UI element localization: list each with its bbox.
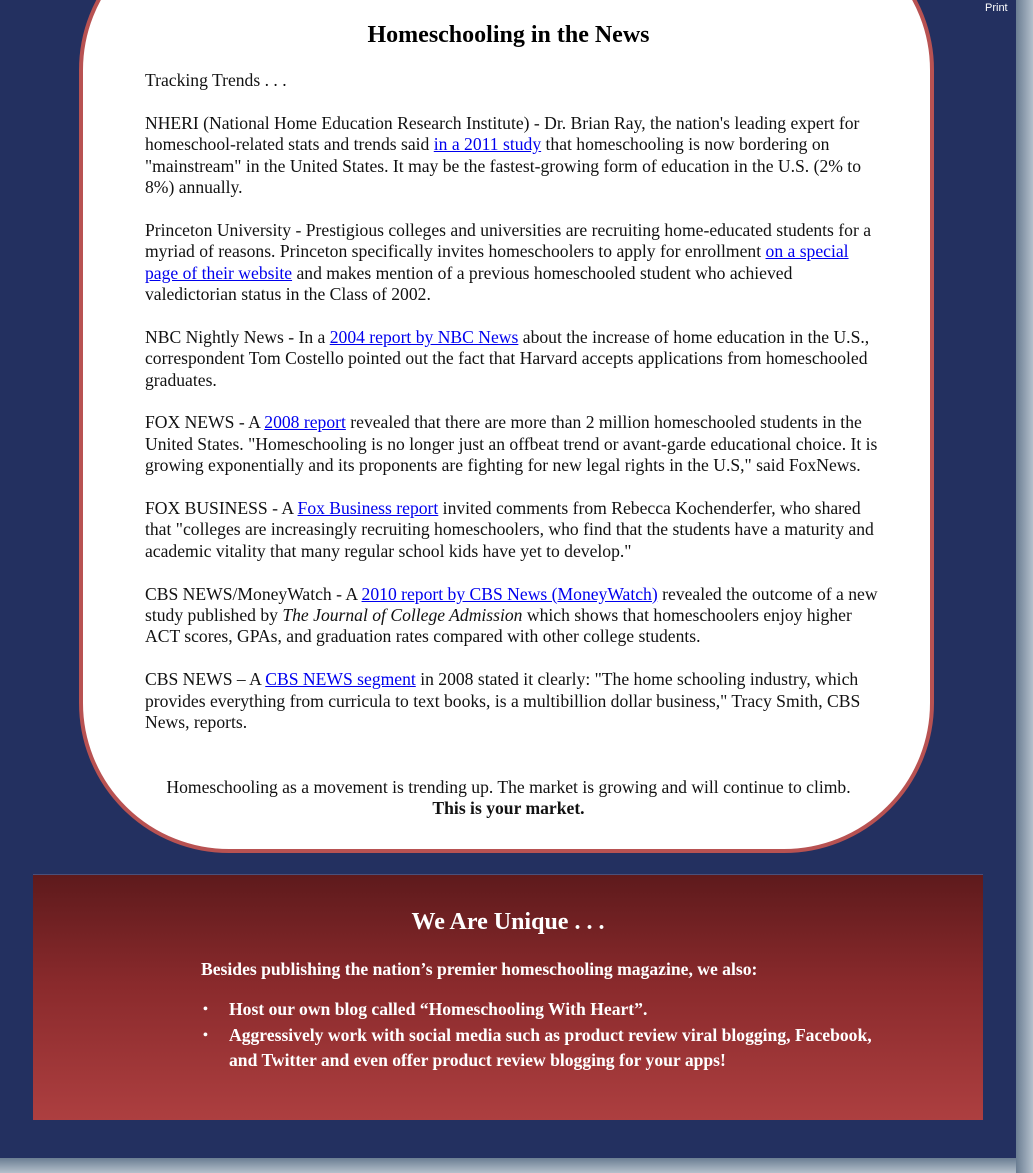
news-item-text: revealed that there are more than 2 million homeschooled students in the United States. "Homeschooling is no longer just an offbeat trend or avant-garde educational choice. It is growing exponentially and its proponents are fighting for new legal rights in the U.S," said FoxNews. bbox=[145, 412, 878, 476]
news-item-princeton bbox=[145, 220, 880, 306]
news-link-nheri-study[interactable]: in a 2011 study bbox=[433, 134, 542, 155]
news-item-text: CBS NEWS/MoneyWatch - A bbox=[145, 583, 362, 604]
unique-title: We Are Unique . . . bbox=[411, 909, 605, 935]
bullet-icon: • bbox=[203, 1028, 208, 1043]
news-item-text: FOX NEWS - A bbox=[145, 412, 265, 433]
news-intro: Tracking Trends . . . bbox=[145, 70, 287, 90]
news-link-cbs-segment[interactable]: CBS NEWS segment bbox=[265, 669, 416, 690]
news-item-text: NHERI (National Home Education Research Institute) - Dr. Brian Ray, the nation's leading expert for homeschool-related stats and trends said bbox=[145, 112, 860, 155]
news-item-cbs-news bbox=[145, 669, 880, 733]
page-shadow-right bbox=[1016, 0, 1033, 1173]
news-body bbox=[145, 70, 880, 755]
news-item-nheri bbox=[145, 113, 880, 199]
news-item-text: about the increase of home education in the U.S., correspondent Tom Costello pointed out the fact that Harvard accepts applications from homeschooled graduates. bbox=[145, 326, 870, 390]
news-item-text: that homeschooling is now bordering on "mainstream" in the United States. It may be the fastest-growing form of education in the U.S. (2% to 8%) annually. bbox=[145, 134, 861, 198]
news-item-text: FOX BUSINESS - A bbox=[145, 498, 298, 519]
news-link-princeton-page[interactable]: on a special page of their website bbox=[145, 241, 849, 283]
news-item-nbc bbox=[145, 327, 880, 391]
news-item-text: invited comments from Rebecca Kochenderfer, who shared that "colleges are increasingly recruiting homeschoolers, who find that the students have a maturity and academic vitality that many regular school kids have yet to develop." bbox=[145, 498, 874, 561]
closing-emphasis: This is your market. bbox=[432, 798, 585, 819]
closing-text: Homeschooling as a movement is trending up. The market is growing and will continue to climb. bbox=[166, 777, 851, 797]
unique-list bbox=[201, 997, 901, 1074]
news-closing bbox=[79, 777, 938, 820]
bullet-icon: • bbox=[203, 1002, 208, 1017]
news-link-fox-business-report[interactable]: Fox Business report bbox=[297, 498, 439, 519]
news-item-text: and makes mention of a previous homeschooled student who achieved valedictorian status in the Class of 2002. bbox=[145, 262, 793, 305]
news-item-text: NBC Nightly News - In a bbox=[145, 326, 330, 347]
news-link-cbs-moneywatch-report[interactable]: 2010 report by CBS News (MoneyWatch) bbox=[361, 583, 658, 604]
news-item-text: Princeton University - Prestigious colleges and universities are recruiting home-educated students for a myriad of reasons. Princeton specifically invites homeschoolers to apply for enrollment bbox=[145, 219, 872, 262]
news-item-text: which shows that homeschoolers enjoy higher ACT scores, GPAs, and graduation rates compared with other college students. bbox=[145, 605, 852, 647]
news-link-nbc-report[interactable]: 2004 report by NBC News bbox=[329, 326, 519, 347]
list-item-text: Aggressively work with social media such as product review viral blogging, Facebook, and Twitter and even offer product review blogging for your apps! bbox=[229, 1025, 872, 1070]
unique-intro: Besides publishing the nation’s premier homeschooling magazine, we also: bbox=[201, 959, 758, 979]
news-item-fox-news bbox=[145, 412, 880, 476]
page-shadow-bottom bbox=[0, 1158, 1016, 1173]
list-item bbox=[201, 1023, 901, 1073]
news-link-fox-2008-report[interactable]: 2008 report bbox=[264, 412, 346, 433]
list-item-text: Host our own blog called “Homeschooling With Heart”. bbox=[229, 999, 648, 1019]
news-item-text: CBS NEWS – A bbox=[145, 669, 266, 690]
news-item-text: revealed the outcome of a new study published by bbox=[145, 583, 878, 626]
print-link[interactable]: Print bbox=[985, 2, 1008, 14]
journal-title: The Journal of College Admission bbox=[282, 605, 523, 626]
news-item-cbs-moneywatch bbox=[145, 584, 880, 648]
list-item bbox=[201, 997, 901, 1022]
news-title: Homeschooling in the News bbox=[367, 22, 650, 48]
unique-panel bbox=[33, 874, 983, 1120]
news-item-fox-business bbox=[145, 498, 880, 562]
news-item-text: in 2008 stated it clearly: "The home schooling industry, which provides everything from curricula to text books, is a multibillion dollar business," Tracy Smith, CBS News, reports. bbox=[145, 669, 861, 733]
